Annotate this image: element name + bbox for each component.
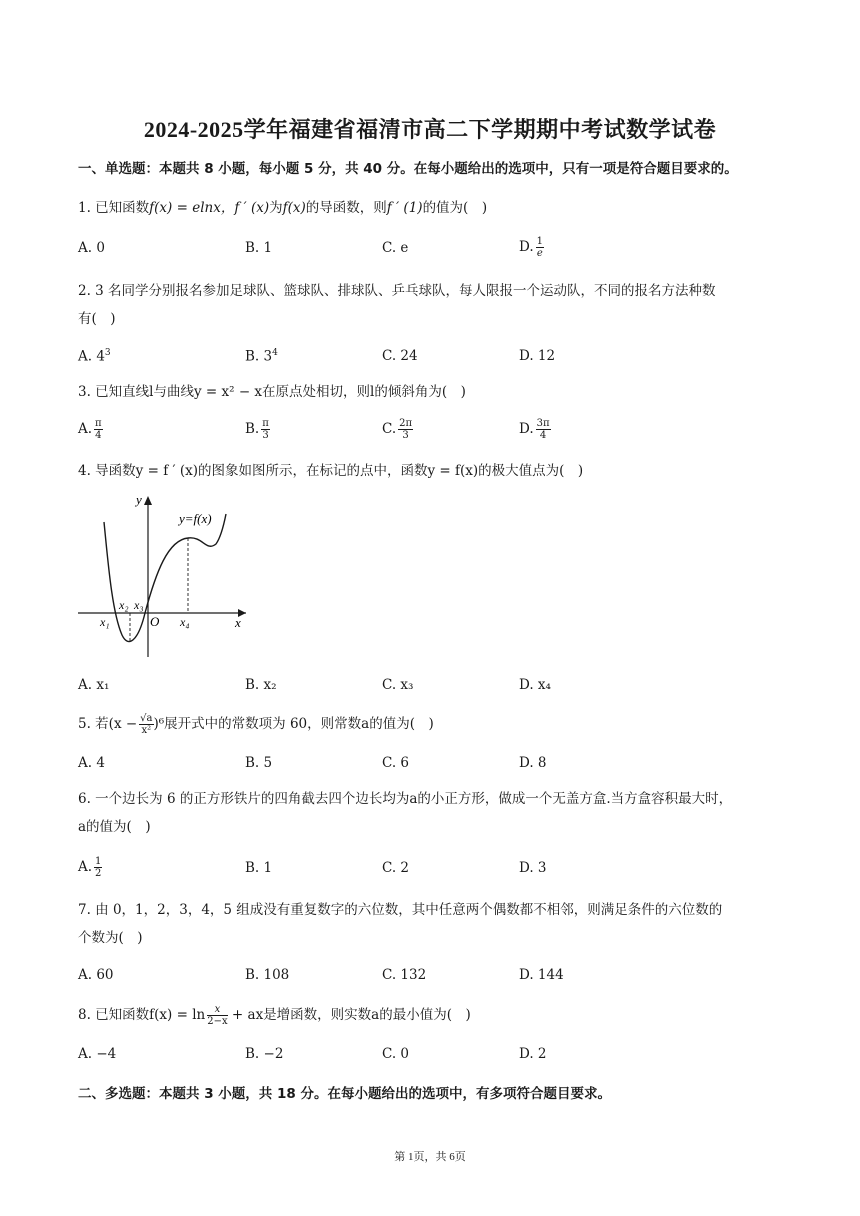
q3-options <box>78 418 778 442</box>
q5-option-d[interactable]: D. 8 <box>519 755 547 771</box>
x-axis-label: x <box>235 615 241 630</box>
x2-label: x₂ <box>119 598 129 612</box>
exam-title: 2024-2025学年福建省福清市高二下学期期中考试数学试卷 <box>143 117 717 142</box>
q5-fraction: $\frac{√a}{\text{x²}}$ <box>140 713 153 736</box>
q1-formula-1: f(x) = elnx，f ′ (x) <box>149 200 270 216</box>
q5-option-a[interactable]: A. 4 <box>78 755 105 771</box>
question-8 <box>78 1001 788 1029</box>
q3-option-a[interactable]: A. $\frac{\pi}{4}$ <box>78 418 102 441</box>
q2-option-d[interactable]: D. 12 <box>519 348 556 364</box>
q5-options <box>78 755 778 779</box>
q8-option-c[interactable]: C. 0 <box>382 1046 410 1062</box>
q7-options <box>78 967 778 991</box>
x4-label: x₄ <box>180 615 190 629</box>
q8-option-b[interactable]: B. −2 <box>245 1046 284 1062</box>
curve-label: y=f(x) <box>179 511 212 526</box>
q7-option-d[interactable]: D. 144 <box>519 967 564 983</box>
x1-label: x₁ <box>100 615 110 629</box>
q2-line-1: 2. 3 名同学分别报名参加足球队、篮球队、排球队、乒乓球队，每人限报一个运动队，不同的报名方法种数 <box>78 283 716 299</box>
q3-option-b[interactable]: B. $\frac{\pi}{3}$ <box>245 418 269 441</box>
q1-text-2: 为 <box>269 200 283 216</box>
origin-label: O <box>150 614 160 629</box>
question-2 <box>78 277 788 333</box>
q4-option-b[interactable]: B. x₂ <box>245 677 277 693</box>
q6-options <box>78 856 778 884</box>
q5-text-1: 5. 若(x − <box>78 716 138 732</box>
q6-option-d[interactable]: D. 3 <box>519 860 547 876</box>
q1-formula-2: f(x) <box>282 200 306 216</box>
q5-text-2: )⁶展开式中的常数项为 60，则常数a的值为( ) <box>153 716 434 732</box>
page-footer: 第 1页，共 6页 <box>394 1151 466 1163</box>
q1-text-4: 的值为( ) <box>422 200 488 216</box>
question-5 <box>78 710 788 738</box>
q1-option-d-label: D. <box>519 239 534 255</box>
q1-formula-3: f ′ (1) <box>386 200 423 216</box>
q2-option-c[interactable]: C. 24 <box>382 348 418 364</box>
q6-line-2: a的值为( ) <box>78 819 151 835</box>
question-1 <box>78 194 788 222</box>
q8-options <box>78 1046 778 1070</box>
q6-option-a[interactable]: A. $\frac{1}{2}$ <box>78 856 102 879</box>
question-6 <box>78 785 788 841</box>
q2-options <box>78 348 778 372</box>
q1-text-1: 1. 已知函数 <box>78 200 150 216</box>
y-axis-label: y <box>136 492 142 507</box>
x3-label: x₃ <box>134 598 144 612</box>
q7-line-1: 7. 由 0，1，2，3，4，5 组成没有重复数字的六位数，其中任意两个偶数都不相邻，则满足条件的六位数的 <box>78 902 723 918</box>
q1-options <box>78 236 778 264</box>
question-4: 4. 导函数y = f ′ (x)的图象如图所示，在标记的点中，函数y = f(x)的极大值点为( ) <box>78 463 584 479</box>
q6-option-c[interactable]: C. 2 <box>382 860 410 876</box>
q4-option-a[interactable]: A. x₁ <box>78 677 110 693</box>
q1-option-b[interactable]: B. 1 <box>245 240 273 256</box>
q8-option-a[interactable]: A. −4 <box>78 1046 117 1062</box>
q5-option-b[interactable]: B. 5 <box>245 755 273 771</box>
q8-text-2: + ax是增函数，则实数a的最小值为( ) <box>231 1007 471 1023</box>
q7-line-2: 个数为( ) <box>78 930 143 946</box>
q2-line-2: 有( ) <box>78 311 116 327</box>
q1-option-c[interactable]: C. e <box>382 240 409 256</box>
question-3: 3. 已知直线l与曲线y = x² − x在原点处相切，则l的倾斜角为( ) <box>78 384 466 400</box>
q1-option-d-fraction: $\frac{1}{e}$ <box>536 236 544 259</box>
q7-option-b[interactable]: B. 108 <box>245 967 290 983</box>
question-7 <box>78 896 788 952</box>
derivative-graph <box>78 492 258 662</box>
q7-option-c[interactable]: C. 132 <box>382 967 427 983</box>
derivative-curve <box>104 514 226 642</box>
q4-option-d[interactable]: D. x₄ <box>519 677 551 693</box>
q1-text-3: 的导函数，则 <box>305 200 387 216</box>
section-heading-single-choice: 一、单选题：本题共 8 小题，每小题 5 分，共 40 分。在每小题给出的选项中，只有一项是符合题目要求的。 <box>78 161 738 177</box>
q6-line-1: 6. 一个边长为 6 的正方形铁片的四角截去四个边长均为a的小正方形，做成一个无盖方盒.当方盒容积最大时， <box>78 791 733 807</box>
q4-option-c[interactable]: C. x₃ <box>382 677 414 693</box>
q8-fraction: $\frac{x}{2-x}$ <box>207 1004 228 1027</box>
q8-option-d[interactable]: D. 2 <box>519 1046 547 1062</box>
q8-text-1: 8. 已知函数f(x) = ln <box>78 1007 206 1023</box>
q6-option-b[interactable]: B. 1 <box>245 860 273 876</box>
q7-option-a[interactable]: A. 60 <box>78 967 114 983</box>
q3-option-d[interactable]: D. $\frac{3\pi}{4}$ <box>519 418 550 441</box>
q1-option-d[interactable] <box>519 236 544 259</box>
q3-option-c[interactable]: C. $\frac{2\pi}{3}$ <box>382 418 413 441</box>
q1-option-a[interactable]: A. 0 <box>78 240 105 256</box>
q2-option-b[interactable]: B. $3^4$ <box>245 348 278 365</box>
y-axis-arrow-icon <box>144 496 152 505</box>
q5-option-c[interactable]: C. 6 <box>382 755 410 771</box>
q2-option-a[interactable]: A. $4^3$ <box>78 348 111 365</box>
section-heading-multiple-choice: 二、多选题：本题共 3 小题，共 18 分。在每小题给出的选项中，有多项符合题目要求。 <box>78 1086 611 1102</box>
q4-options <box>78 677 778 701</box>
